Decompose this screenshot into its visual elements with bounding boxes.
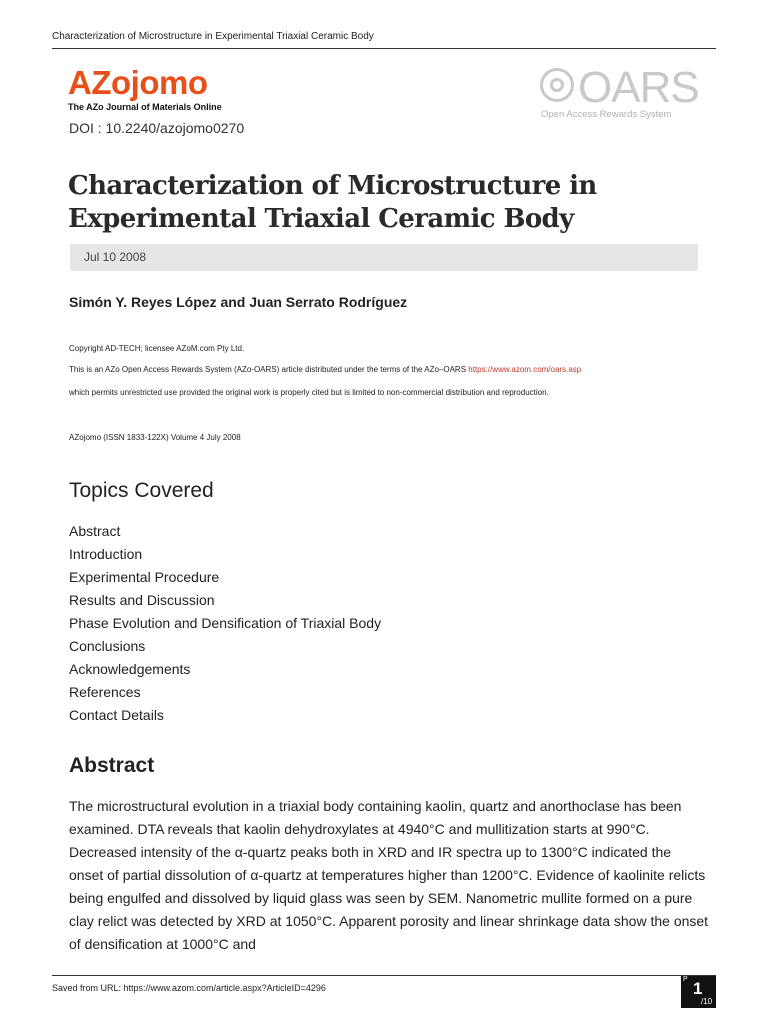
article-title: Characterization of Microstructure in Experimental Triaxial Ceramic Body — [68, 171, 597, 234]
oars-logo-name: OARS — [578, 63, 699, 112]
copyright-line: Copyright AD-TECH; licensee AZoM.com Pty Ltd. — [69, 344, 245, 353]
topics-heading: Topics Covered — [69, 479, 214, 502]
page-indicator — [681, 976, 716, 1008]
topic-link[interactable]: Abstract — [69, 523, 121, 539]
page-total: /10 — [701, 997, 713, 1006]
topics-list — [69, 520, 381, 727]
page-prefix: P — [683, 976, 688, 983]
date-bar — [70, 244, 698, 271]
topic-link[interactable]: Phase Evolution and Densification of Triaxial Body — [69, 615, 382, 631]
license-text: This is an AZo Open Access Rewards System (AZo-OARS) article distributed under the terms of the AZo–OARS — [69, 365, 467, 374]
footer-divider — [52, 975, 716, 976]
logo-name: AZojomo — [68, 64, 208, 101]
logo-tagline: The AZo Journal of Materials Online — [68, 102, 222, 112]
abstract-heading: Abstract — [69, 754, 155, 777]
saved-from-url: Saved from URL: https://www.azom.com/article.aspx?ArticleID=4296 — [52, 983, 326, 993]
topic-link[interactable]: References — [69, 684, 141, 700]
topic-link[interactable]: Introduction — [69, 546, 143, 562]
topic-link[interactable]: Acknowledgements — [69, 661, 191, 677]
doi: DOI : 10.2240/azojomo0270 — [69, 120, 245, 136]
license-line — [69, 365, 581, 374]
page-number: 1 — [693, 979, 703, 998]
publication-date: Jul 10 2008 — [84, 250, 147, 264]
topic-link[interactable]: Contact Details — [69, 707, 164, 723]
topic-link[interactable]: Conclusions — [69, 638, 146, 654]
topic-link[interactable]: Experimental Procedure — [69, 569, 220, 585]
running-header: Characterization of Microstructure in Experimental Triaxial Ceramic Body — [52, 31, 374, 42]
topic-link[interactable]: Results and Discussion — [69, 592, 215, 608]
oars-logo-tagline: Open Access Rewards System — [541, 109, 672, 120]
oars-link[interactable]: https://www.azom.com/oars.asp — [468, 365, 582, 374]
authors: Simón Y. Reyes López and Juan Serrato Rodríguez — [69, 294, 408, 310]
abstract-text: The microstructural evolution in a triaxial body containing kaolin, quartz and anorthoclase has been examined. DTA reveals that kaolin dehydroxylates at 4940°C and mullitization starts at 990°C. Decreased intensity of the α-quartz peaks both in XRD and IR spectra up to 1300°C indicated the onset of partial dissolution of α-quartz at temperatures higher than 1200°C. Evidence of kaolinite relicts being engulfed and dissolved by liquid glass was seen by SEM. Nanometric mullite formed on a pure clay relict was detected by XRD at 1050°C. Apparent porosity and linear shrinkage data show the onset of densification at 1000°C and — [69, 798, 709, 952]
license-terms-line: which permits unrestricted use provided the original work is properly cited but is limited to non-commercial distribution and reproduction. — [69, 388, 549, 397]
issn-line: AZojomo (ISSN 1833-122X) Volume 4 July 2008 — [69, 433, 241, 442]
